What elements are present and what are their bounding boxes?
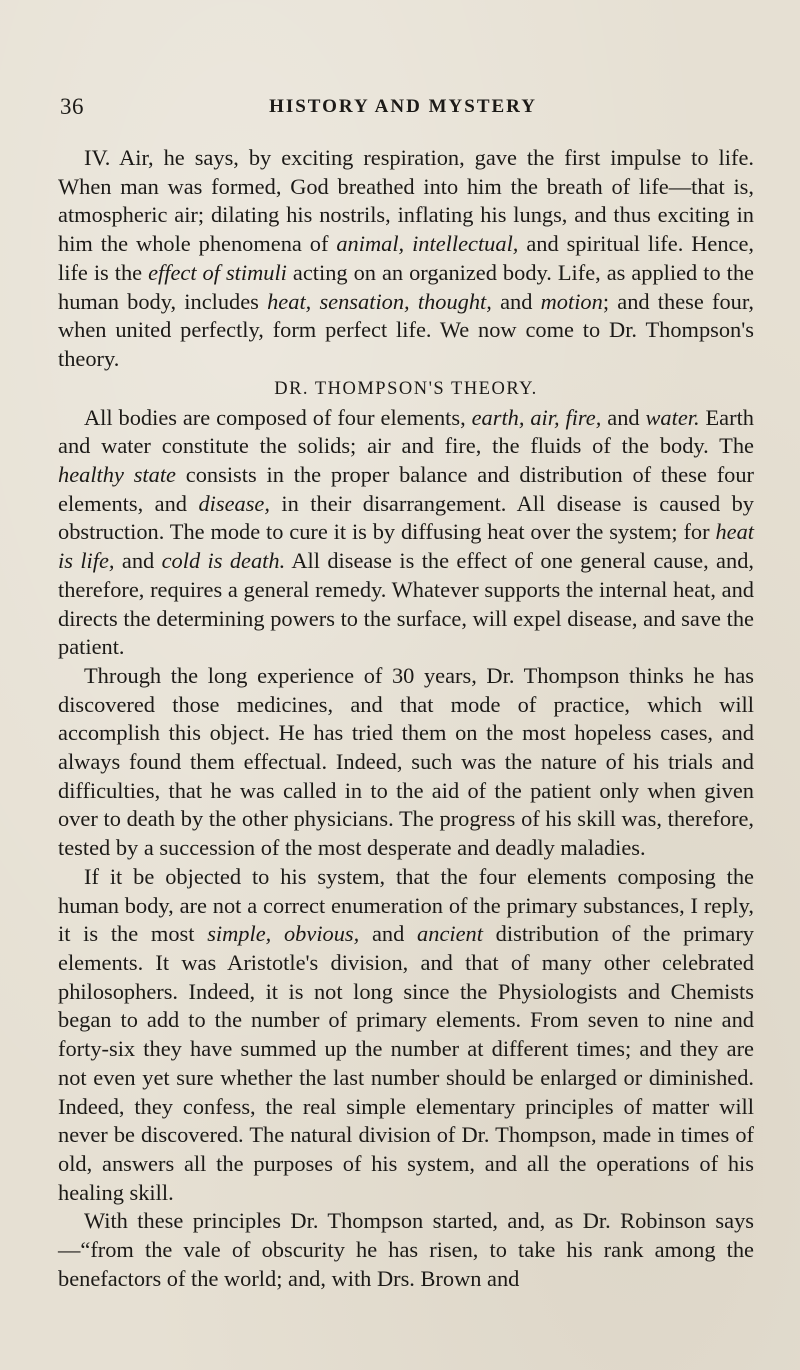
text-run: and bbox=[491, 288, 541, 314]
italic-run: disease, bbox=[198, 490, 270, 516]
paragraph-objection bbox=[58, 863, 754, 1207]
section-heading: DR. THOMPSON'S THEORY. bbox=[274, 378, 538, 399]
italic-run: earth, air, fire, bbox=[471, 404, 602, 430]
paragraph-principles: With these principles Dr. Thompson started, and, as Dr. Robinson says—“from the vale of obscurity he has risen, to take his rank among the benefactors of the world; and, with Drs. Brown and bbox=[58, 1208, 754, 1291]
text-run: and spiritual life. Hence, life is the bbox=[58, 231, 754, 285]
paragraph-experience: Through the long experience of 30 years, Dr. Thompson thinks he has discovered those medicines, and that mode of practice, which will accomplish this object. He has tried them on the most hopeless cases, and always found them effectual. Indeed, such was the nature of his trials and difficulties, that he was called in to the aid of the patient only when given over to death by the other physicians. The progress of his skill was, therefore, tested by a succession of the most desperate and deadly maladies. bbox=[58, 662, 754, 861]
italic-run: water. bbox=[645, 404, 700, 430]
italic-run: healthy state bbox=[58, 462, 176, 488]
italic-run: motion bbox=[540, 288, 603, 314]
text-run: ; and these four, when united perfectly, form perfect life. We now come to Dr. Thompson's theory. bbox=[58, 288, 755, 371]
running-title: HISTORY AND MYSTERY bbox=[269, 96, 537, 117]
italic-run: animal, intellectual, bbox=[336, 231, 519, 257]
text-run: acting on an organized body. Life, as applied to the human body, includes bbox=[58, 259, 754, 314]
paragraph-elements bbox=[58, 404, 754, 662]
text-run: IV. Air, he says, by exciting respiration, gave the first impulse to life. When man was formed, God breathed into him the breath of life—that is, atmospheric air; dilating his nostrils, inflating his lungs, and thus exciting in him the whole phenomena of bbox=[58, 145, 754, 257]
page-number: 36 bbox=[60, 94, 84, 119]
text-run: in their disarrangement. All disease is caused by obstruction. The mode to cure it is by diffusing heat over the system; for bbox=[58, 490, 754, 545]
italic-run: simple, obvious, bbox=[207, 921, 360, 947]
italic-run: cold is death. bbox=[161, 548, 286, 574]
text-run: and bbox=[114, 548, 162, 574]
paragraph-air bbox=[58, 144, 754, 374]
text-run: All bodies are composed of four elements, bbox=[84, 404, 472, 430]
text-run: consists in the proper balance and distribution of these four elements, and bbox=[58, 462, 755, 516]
body-text bbox=[58, 144, 754, 1293]
italic-run: ancient bbox=[417, 921, 483, 947]
text-run: distribution of the primary elements. It was Aristotle's division, and that of many other celebrated philosophers. Indeed, it is not long since the Physiologists and Chemists began to add to the number of primary elements. From seven to nine and forty-six they have summed up the number at different times; and they are not even yet sure whether the last number should be enlarged or diminished. Indeed, they confess, the real simple elementary principles of matter will never be discovered. The natural division of Dr. Thompson, made in times of old, answers all the purposes of his system, and all the operations of his healing skill. bbox=[58, 921, 755, 1205]
text-run: Earth and water constitute the solids; air and fire, the fluids of the body. The bbox=[58, 404, 754, 459]
text-run: All disease is the effect of one general cause, and, therefore, requires a general remedy. Whatever supports the internal heat, and directs the determining powers to the surface, will expel disease, and save the patient. bbox=[58, 548, 754, 660]
text-run: and bbox=[359, 921, 418, 947]
italic-run: effect of stimuli bbox=[148, 259, 287, 285]
italic-run: heat is life, bbox=[58, 519, 754, 574]
text-run: and bbox=[601, 404, 646, 430]
italic-run: heat, sensation, thought, bbox=[267, 288, 492, 314]
text-run: If it be objected to his system, that the four elements composing the human body, are not a correct enumeration of the primary substances, I reply, it is the most bbox=[58, 863, 754, 947]
running-head bbox=[60, 94, 746, 122]
